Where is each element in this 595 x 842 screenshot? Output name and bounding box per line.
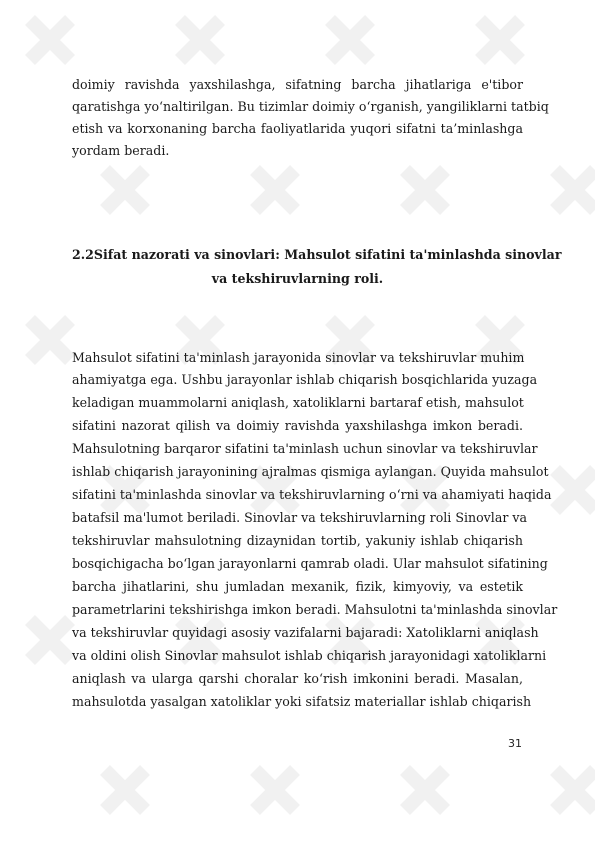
section-heading: 2.2Sifat nazorati va sinovlari: Mahsulot sifatini ta'minlashda sinovlar bbox=[72, 247, 562, 262]
paragraph-line: batafsil ma'lumot beriladi. Sinovlar va tekshiruvlarning roli Sinovlar va bbox=[72, 510, 527, 525]
paragraph-line: keladigan muammolarni aniqlash, xatoliklarni bartaraf etish, mahsulot bbox=[72, 395, 524, 410]
watermark-mark bbox=[30, 320, 70, 360]
paragraph-line: Mahsulot sifatini ta'minlash jarayonida sinovlar va tekshiruvlar muhim bbox=[72, 350, 525, 365]
paragraph-line: parametrlarini tekshirishga imkon beradi. Mahsulotni ta'minlashda sinovlar bbox=[72, 602, 558, 617]
watermark-mark bbox=[180, 20, 220, 60]
paragraph-line: mahsulotda yasalgan xatoliklar yoki sifatsiz materiallar ishlab chiqarish bbox=[72, 694, 532, 709]
paragraph-line: etish va korxonaning barcha faoliyatlarida yuqori sifatni ta’minlashga bbox=[72, 121, 523, 136]
watermark-mark bbox=[330, 20, 370, 60]
watermark-mark bbox=[405, 770, 445, 810]
watermark-mark bbox=[30, 620, 70, 660]
watermark-mark bbox=[555, 170, 595, 210]
watermark-mark bbox=[255, 770, 295, 810]
watermark-mark bbox=[480, 20, 520, 60]
section-heading: va tekshiruvlarning roli. bbox=[211, 271, 384, 286]
paragraph-line: yordam beradi. bbox=[72, 143, 170, 158]
watermark-mark bbox=[255, 170, 295, 210]
paragraph-line: sifatini nazorat qilish va doimiy ravishda yaxshilashga imkon beradi. bbox=[72, 418, 523, 433]
paragraph-line: barcha jihatlarini, shu jumladan mexanik, fizik, kimyoviy, va estetik bbox=[72, 579, 523, 594]
paragraph-line: va tekshiruvlar quyidagi asosiy vazifalarni bajaradi: Xatoliklarni aniqlash bbox=[72, 625, 539, 640]
paragraph-line: ishlab chiqarish jarayonining ajralmas qismiga aylangan. Quyida mahsulot bbox=[72, 464, 549, 479]
paragraph-line: tekshiruvlar mahsulotning dizaynidan tortib, yakuniy ishlab chiqarish bbox=[72, 533, 523, 548]
watermark-mark bbox=[405, 170, 445, 210]
paragraph-line: va oldini olish Sinovlar mahsulot ishlab chiqarish jarayonidagi xatoliklarni bbox=[72, 648, 547, 663]
paragraph-line: ahamiyatga ega. Ushbu jarayonlar ishlab chiqarish bosqichlarida yuzaga bbox=[72, 372, 538, 387]
paragraph-line: Mahsulotning barqaror sifatini ta'minlash uchun sinovlar va tekshiruvlar bbox=[72, 441, 538, 456]
watermark-mark bbox=[105, 770, 145, 810]
paragraph-line: aniqlash va ularga qarshi choralar ko‘rish imkonini beradi. Masalan, bbox=[72, 671, 523, 686]
paragraph-line: qaratishga yo‘naltirilgan. Bu tizimlar doimiy o‘rganish, yangiliklarni tatbiq bbox=[72, 99, 549, 114]
watermark-mark bbox=[105, 170, 145, 210]
watermark-mark bbox=[555, 770, 595, 810]
watermark-mark bbox=[555, 470, 595, 510]
paragraph-line: bosqichigacha bo‘lgan jarayonlarni qamrab oladi. Ular mahsulot sifatining bbox=[72, 556, 548, 571]
watermark-mark bbox=[30, 20, 70, 60]
paragraph-line: doimiy ravishda yaxshilashga, sifatning barcha jihatlariga e'tibor bbox=[72, 77, 523, 92]
paragraph-line: sifatini ta'minlashda sinovlar va tekshiruvlarning o‘rni va ahamiyati haqida bbox=[72, 487, 552, 502]
page-number: 31 bbox=[508, 737, 522, 750]
